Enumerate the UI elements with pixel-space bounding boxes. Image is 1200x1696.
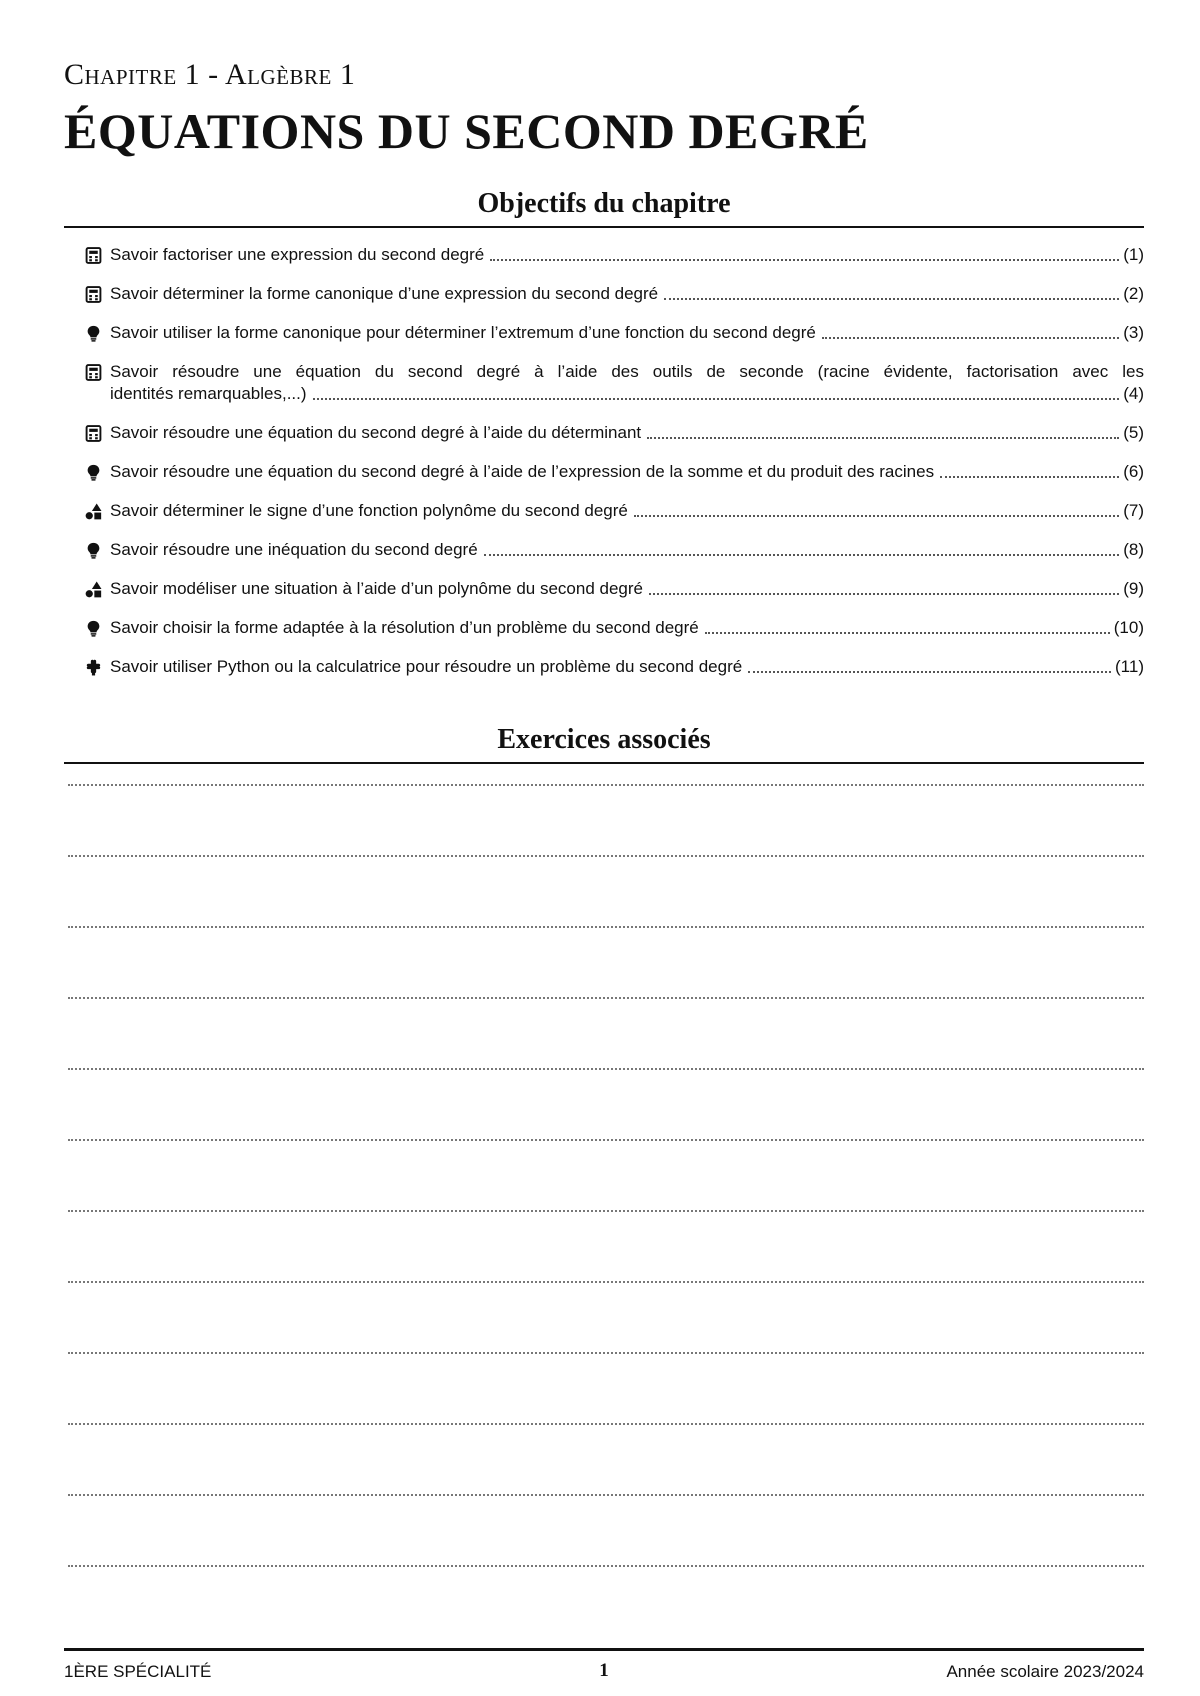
writing-line[interactable] xyxy=(68,1423,1144,1425)
exercises-rule xyxy=(64,762,1144,764)
objective-number: (9) xyxy=(1123,579,1144,598)
objective-number: (4) xyxy=(1123,384,1144,403)
writing-line[interactable] xyxy=(68,1352,1144,1354)
dot-leader xyxy=(490,259,1119,261)
objective-text: Savoir utiliser la forme canonique pour déterminer l’extremum d’une fonction du second degré xyxy=(110,323,816,342)
objective-number: (10) xyxy=(1113,618,1144,637)
objectives-heading: Objectifs du chapitre xyxy=(477,188,731,219)
dot-leader xyxy=(940,476,1119,478)
lightbulb-icon xyxy=(82,322,104,344)
writing-line[interactable] xyxy=(68,855,1144,857)
objective-text: Savoir déterminer le signe d’une fonction polynôme du second degré xyxy=(110,501,628,520)
objective-item xyxy=(82,322,1144,344)
calculator-icon xyxy=(82,361,104,383)
chapter-label: Chapitre 1 - Algèbre 1 xyxy=(64,58,356,91)
footer-course: 1ÈRE SPÉCIALITÉ xyxy=(64,1662,212,1681)
objective-number: (11) xyxy=(1115,657,1144,676)
footer-school-year: Année scolaire 2023/2024 xyxy=(946,1662,1144,1681)
objective-number: (8) xyxy=(1123,540,1144,559)
lightbulb-icon xyxy=(82,617,104,639)
objective-number: (2) xyxy=(1123,284,1144,303)
writing-lines xyxy=(68,784,1144,1636)
dot-leader xyxy=(313,398,1120,400)
writing-line[interactable] xyxy=(68,997,1144,999)
dot-leader xyxy=(748,671,1111,673)
page-number: 1 xyxy=(599,1660,609,1681)
exercises-heading: Exercices associés xyxy=(497,724,711,755)
objective-item xyxy=(82,656,1144,678)
dot-leader xyxy=(634,515,1119,517)
shapes-icon xyxy=(82,500,104,522)
objectives-list xyxy=(82,244,1144,695)
objective-number: (3) xyxy=(1123,323,1144,342)
lightbulb-icon xyxy=(82,539,104,561)
dot-leader xyxy=(649,593,1119,595)
objective-text: Savoir résoudre une équation du second degré à l’aide des outils de seconde (racine évidente, factorisation avec les xyxy=(110,362,1144,381)
objective-text: Savoir factoriser une expression du second degré xyxy=(110,245,485,264)
page xyxy=(64,0,1144,1696)
objective-item xyxy=(82,422,1144,444)
footer-rule xyxy=(64,1648,1144,1651)
objective-item xyxy=(82,617,1144,639)
objective-number: (5) xyxy=(1123,423,1144,442)
objective-item xyxy=(82,539,1144,561)
objective-text: Savoir modéliser une situation à l’aide d’un polynôme du second degré xyxy=(110,579,644,598)
dot-leader xyxy=(484,554,1120,556)
writing-line[interactable] xyxy=(68,926,1144,928)
objective-item xyxy=(82,500,1144,522)
objective-item xyxy=(82,283,1144,305)
objectives-rule xyxy=(64,226,1144,228)
objective-text: Savoir résoudre une équation du second degré à l’aide du déterminant xyxy=(110,423,642,442)
objective-text: Savoir choisir la forme adaptée à la résolution d’un problème du second degré xyxy=(110,618,699,637)
writing-line[interactable] xyxy=(68,1281,1144,1283)
dot-leader xyxy=(822,337,1119,339)
dot-leader xyxy=(705,632,1110,634)
objective-number: (7) xyxy=(1123,501,1144,520)
writing-line[interactable] xyxy=(68,1068,1144,1070)
objective-text: Savoir utiliser Python ou la calculatrice pour résoudre un problème du second degré xyxy=(110,657,743,676)
objective-item xyxy=(82,461,1144,483)
objective-text: Savoir déterminer la forme canonique d’une expression du second degré xyxy=(110,284,659,303)
lightbulb-icon xyxy=(82,461,104,483)
calculator-icon xyxy=(82,422,104,444)
writing-line[interactable] xyxy=(68,784,1144,786)
objective-number: (1) xyxy=(1123,245,1144,264)
objective-number: (6) xyxy=(1123,462,1144,481)
shapes-icon xyxy=(82,578,104,600)
objective-item xyxy=(82,244,1144,266)
objective-text: Savoir résoudre une inéquation du second degré xyxy=(110,540,478,559)
puzzle-icon xyxy=(82,656,104,678)
writing-line[interactable] xyxy=(68,1139,1144,1141)
calculator-icon xyxy=(82,283,104,305)
objective-text-continued: identités remarquables,...) xyxy=(110,384,307,403)
objective-text: Savoir résoudre une équation du second degré à l’aide de l’expression de la somme et du produit des racines xyxy=(110,462,935,481)
writing-line[interactable] xyxy=(68,1565,1144,1567)
page-title: ÉQUATIONS DU SECOND DEGRÉ xyxy=(64,103,869,159)
writing-line[interactable] xyxy=(68,1210,1144,1212)
writing-line[interactable] xyxy=(68,1494,1144,1496)
objective-item xyxy=(82,361,1144,405)
dot-leader xyxy=(664,298,1119,300)
dot-leader xyxy=(647,437,1119,439)
objective-item xyxy=(82,578,1144,600)
calculator-icon xyxy=(82,244,104,266)
